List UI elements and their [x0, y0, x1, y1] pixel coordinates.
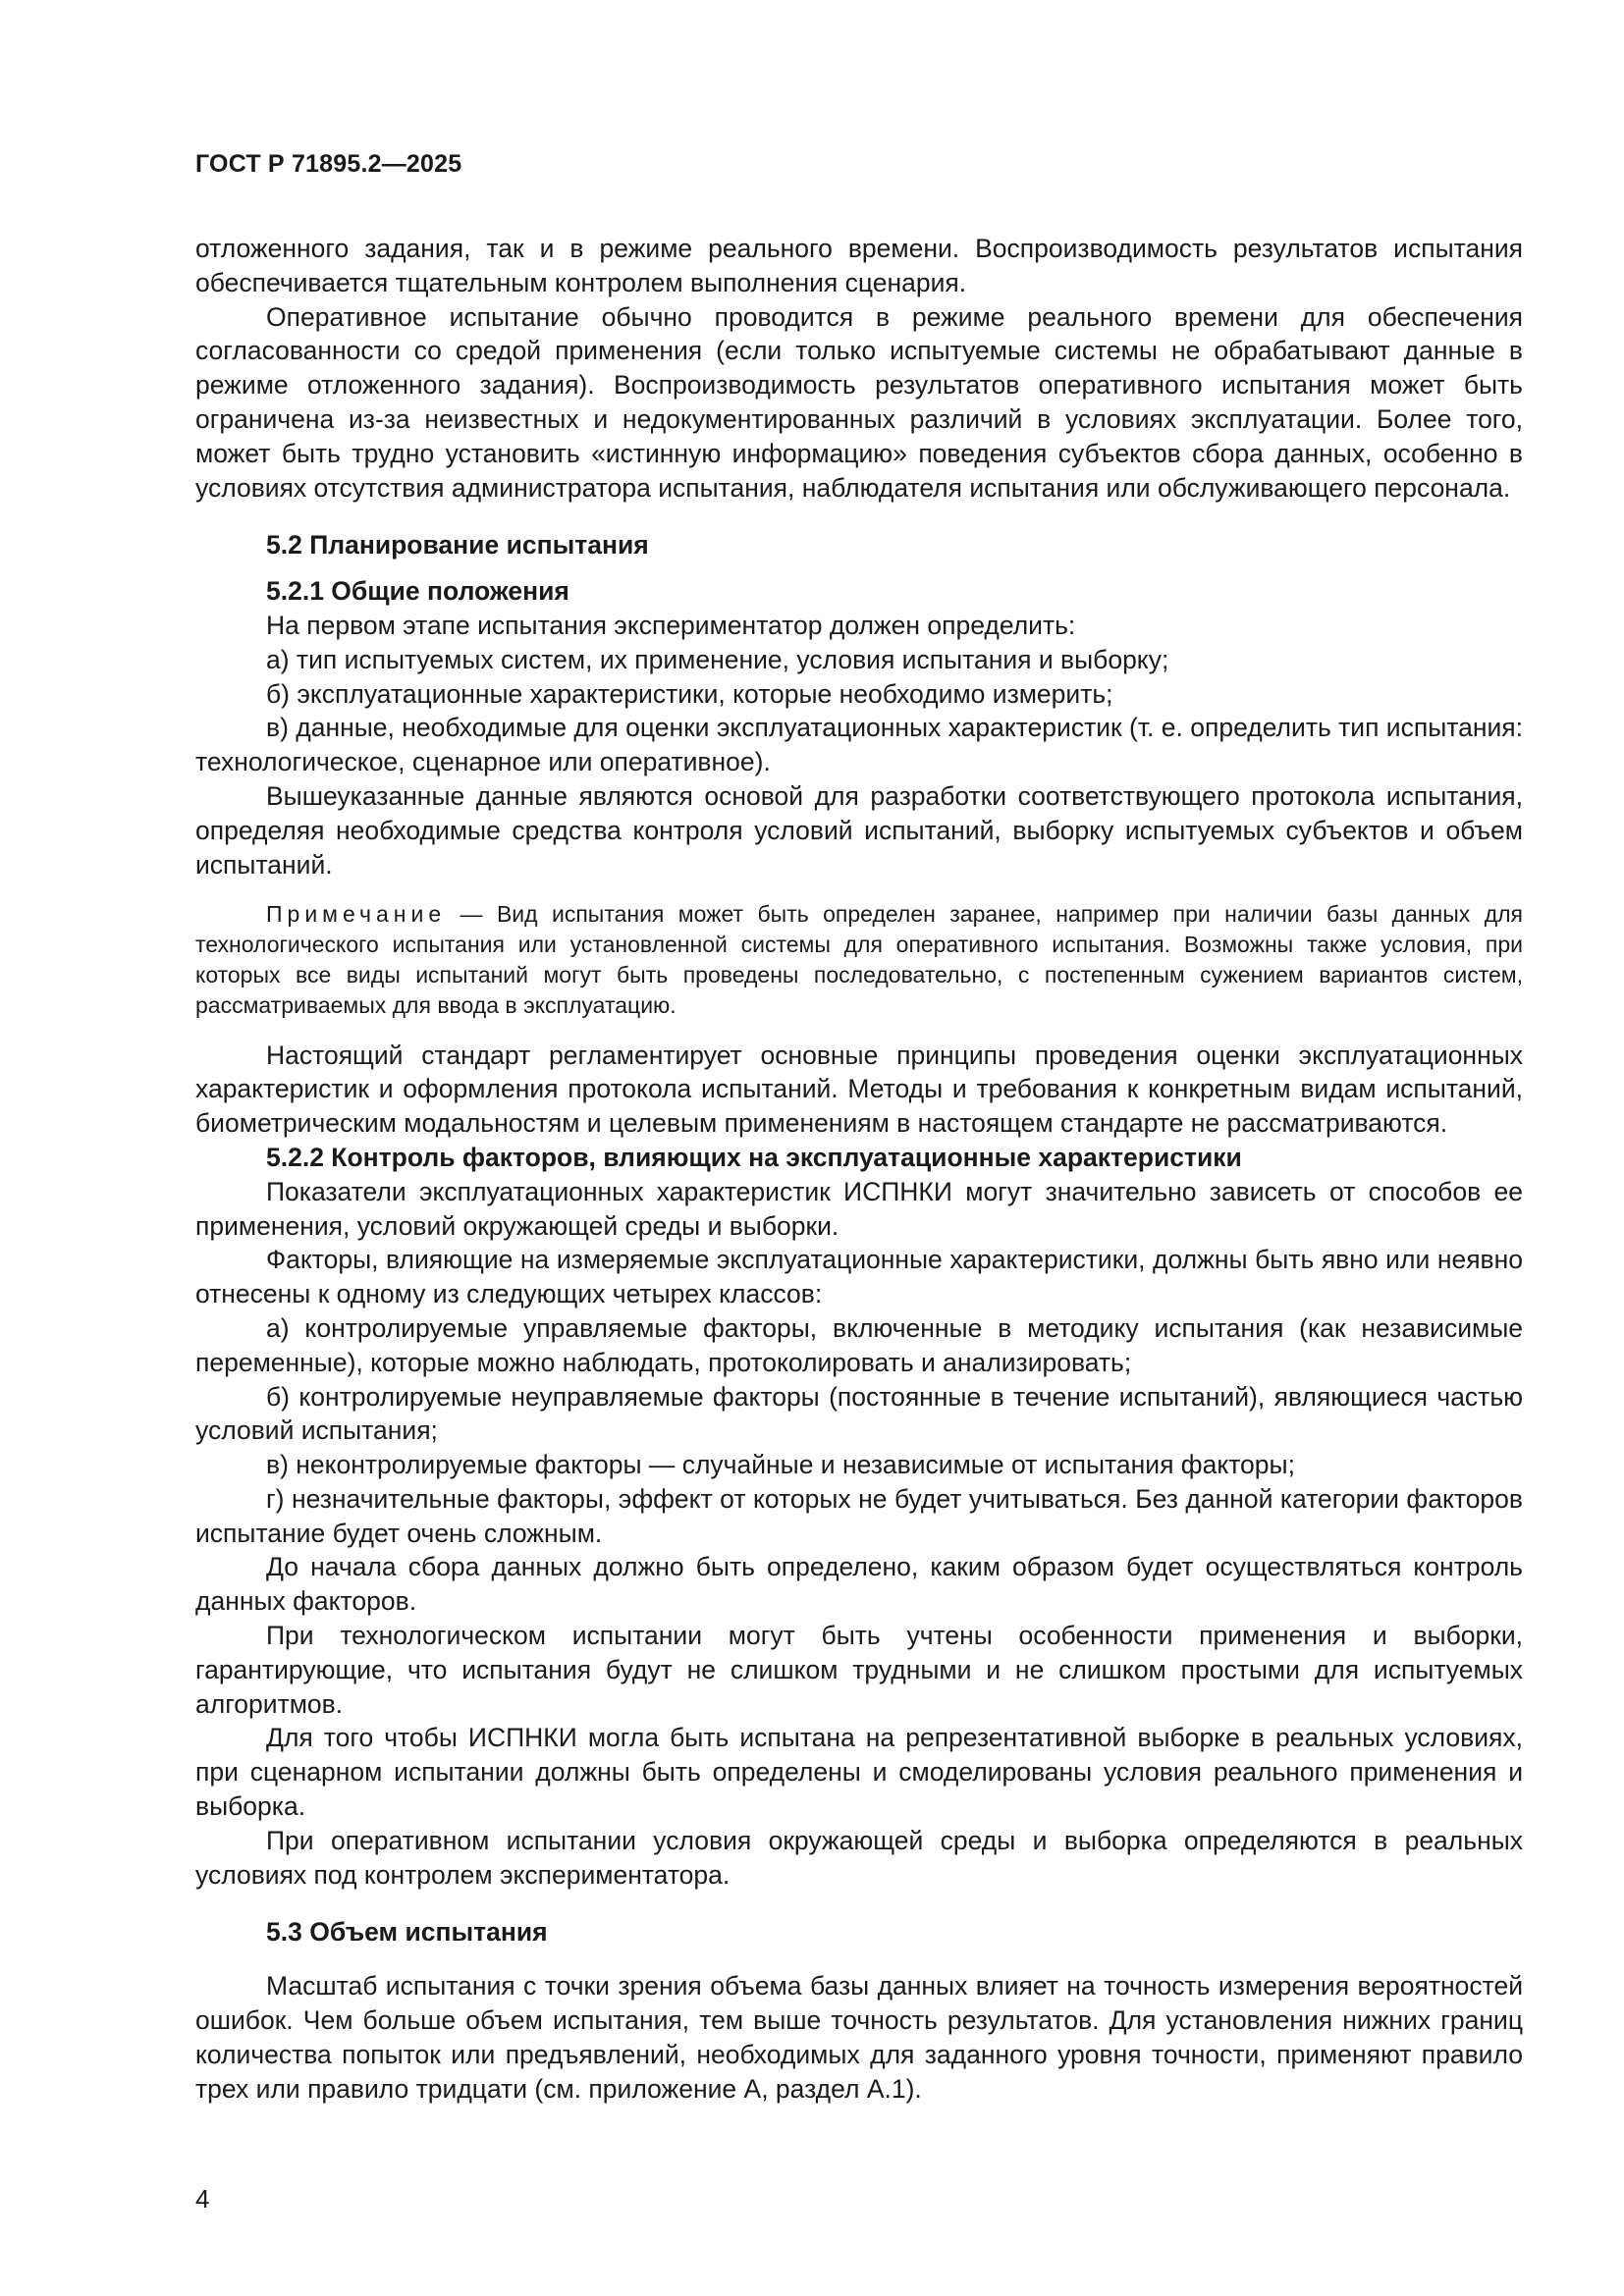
- paragraph-after-note: Настоящий стандарт регламентирует основные принципы проведения оценки эксплуатационных характеристик и оформления протокола испытаний. Методы и требования к конкретным видам испытаний, биометрическим модальностям и целевым применениям в настоящем стандарте не рассматриваются.: [195, 1040, 1523, 1139]
- paragraph-5-2-2-8: При технологическом испытании могут быть учтены особенности применения и выборки, гарантирующие, что испытания будут не слишком трудными и не слишком простыми для испытуемых алгоритмов.: [195, 1621, 1523, 1719]
- paragraph-5-2-1-5: Вышеуказанные данные являются основой для разработки соответствующего протокола испытания, определяя необходимые средства контроля условий испытаний, выборку испытуемых субъектов и объем испытаний.: [195, 780, 1523, 880]
- section-5-3-title: 5.3 Объем испытания: [266, 1917, 548, 1948]
- note-block: [195, 899, 1523, 1020]
- section-5-2-1-title: 5.2.1 Общие положения: [266, 576, 569, 607]
- note-label: Примечание: [266, 901, 447, 928]
- intro-paragraph-2: Оперативное испытание обычно проводится в режиме реального времени для обеспечения согласованности со средой применения (если только испытуемые системы не обрабатывают данные в режиме отложенного задания). Воспроизводимость результатов оперативного испытания может быть ограничена из-за неизвестных и недокументированных различий в условиях эксплуатации. Более того, может быть трудно установить «истинную информацию» поведения субъектов сбора данных, особенно в условиях отсутствия администратора испытания, наблюдателя испытания или обслуживающего персонала.: [195, 301, 1523, 503]
- paragraph-5-2-1-1: На первом этапе испытания экспериментатор должен определить:: [266, 610, 1076, 640]
- factor-item-a: а) контролируемые управляемые факторы, включенные в методику испытания (как независимые переменные), которые можно наблюдать, протоколировать и анализировать;: [195, 1312, 1523, 1377]
- paragraph-5-2-2-2: Факторы, влияющие на измеряемые эксплуатационные характеристики, должны быть явно или неявно отнесены к одному из следующих четырех классов:: [195, 1245, 1523, 1309]
- section-5-2-title: 5.2 Планирование испытания: [266, 530, 649, 561]
- factor-item-v: в) неконтролируемые факторы — случайные и независимые от испытания факторы;: [266, 1450, 1295, 1480]
- paragraph-5-2-2-9: Для того чтобы ИСПНКИ могла быть испытана на репрезентативной выборке в реальных условиях, при сценарном испытании должны быть определены и смоделированы условия реального применения и выборка.: [195, 1723, 1523, 1822]
- factor-item-g: г) незначительные факторы, эффект от которых не будет учитываться. Без данной категории факторов испытание будет очень сложным.: [195, 1483, 1523, 1548]
- list-item-a: а) тип испытуемых систем, их применение, условия испытания и выборку;: [266, 644, 1169, 674]
- list-item-b: б) эксплуатационные характеристики, которые необходимо измерить;: [266, 678, 1113, 709]
- paragraph-5-2-2-7: До начала сбора данных должно быть определено, каким образом будет осуществляться контроль данных факторов.: [195, 1552, 1523, 1617]
- standard-header: ГОСТ Р 71895.2—2025: [195, 150, 462, 178]
- section-5-2-2-title: 5.2.2 Контроль факторов, влияющих на эксплуатационные характеристики: [266, 1142, 1242, 1172]
- list-item-v: в) данные, необходимые для оценки эксплуатационных характеристик (т. е. определить тип испытания: технологическое, сценарное или оперативное).: [195, 713, 1523, 777]
- paragraph-5-2-2-10: При оперативном испытании условия окружающей среды и выборка определяются в реальных условиях под контролем экспериментатора.: [195, 1825, 1523, 1890]
- paragraph-5-3-1: Масштаб испытания с точки зрения объема базы данных влияет на точность измерения вероятностей ошибок. Чем больше объем испытания, тем выше точность результатов. Для установления нижних границ количества попыток или предъявлений, необходимых для заданного уровня точности, применяют правило трех или правило тридцати (см. приложение А, раздел А.1).: [195, 1971, 1523, 2104]
- paragraph-5-2-2-1: Показатели эксплуатационных характеристик ИСПНКИ могут значительно зависеть от способов ее применения, условий окружающей среды и выборки.: [195, 1176, 1523, 1241]
- intro-paragraph-1: отложенного задания, так и в режиме реального времени. Воспроизводимость результатов испытания обеспечивается тщательным контролем выполнения сценария.: [195, 234, 1523, 297]
- factor-item-b: б) контролируемые неуправляемые факторы (постоянные в течение испытаний), являющиеся частью условий испытания;: [195, 1381, 1523, 1446]
- document-page: [195, 147, 1523, 2106]
- page-number: 4: [195, 2184, 210, 2214]
- note-text: — Вид испытания может быть определен заранее, например при наличии базы данных для технологического испытания или установленной системы для оперативного испытания. Возможны также условия, при которых все виды испытаний могут быть проведены последовательно, с постепенным сужением вариантов систем, рассматриваемых для ввода в эксплуатацию.: [195, 901, 1523, 1018]
